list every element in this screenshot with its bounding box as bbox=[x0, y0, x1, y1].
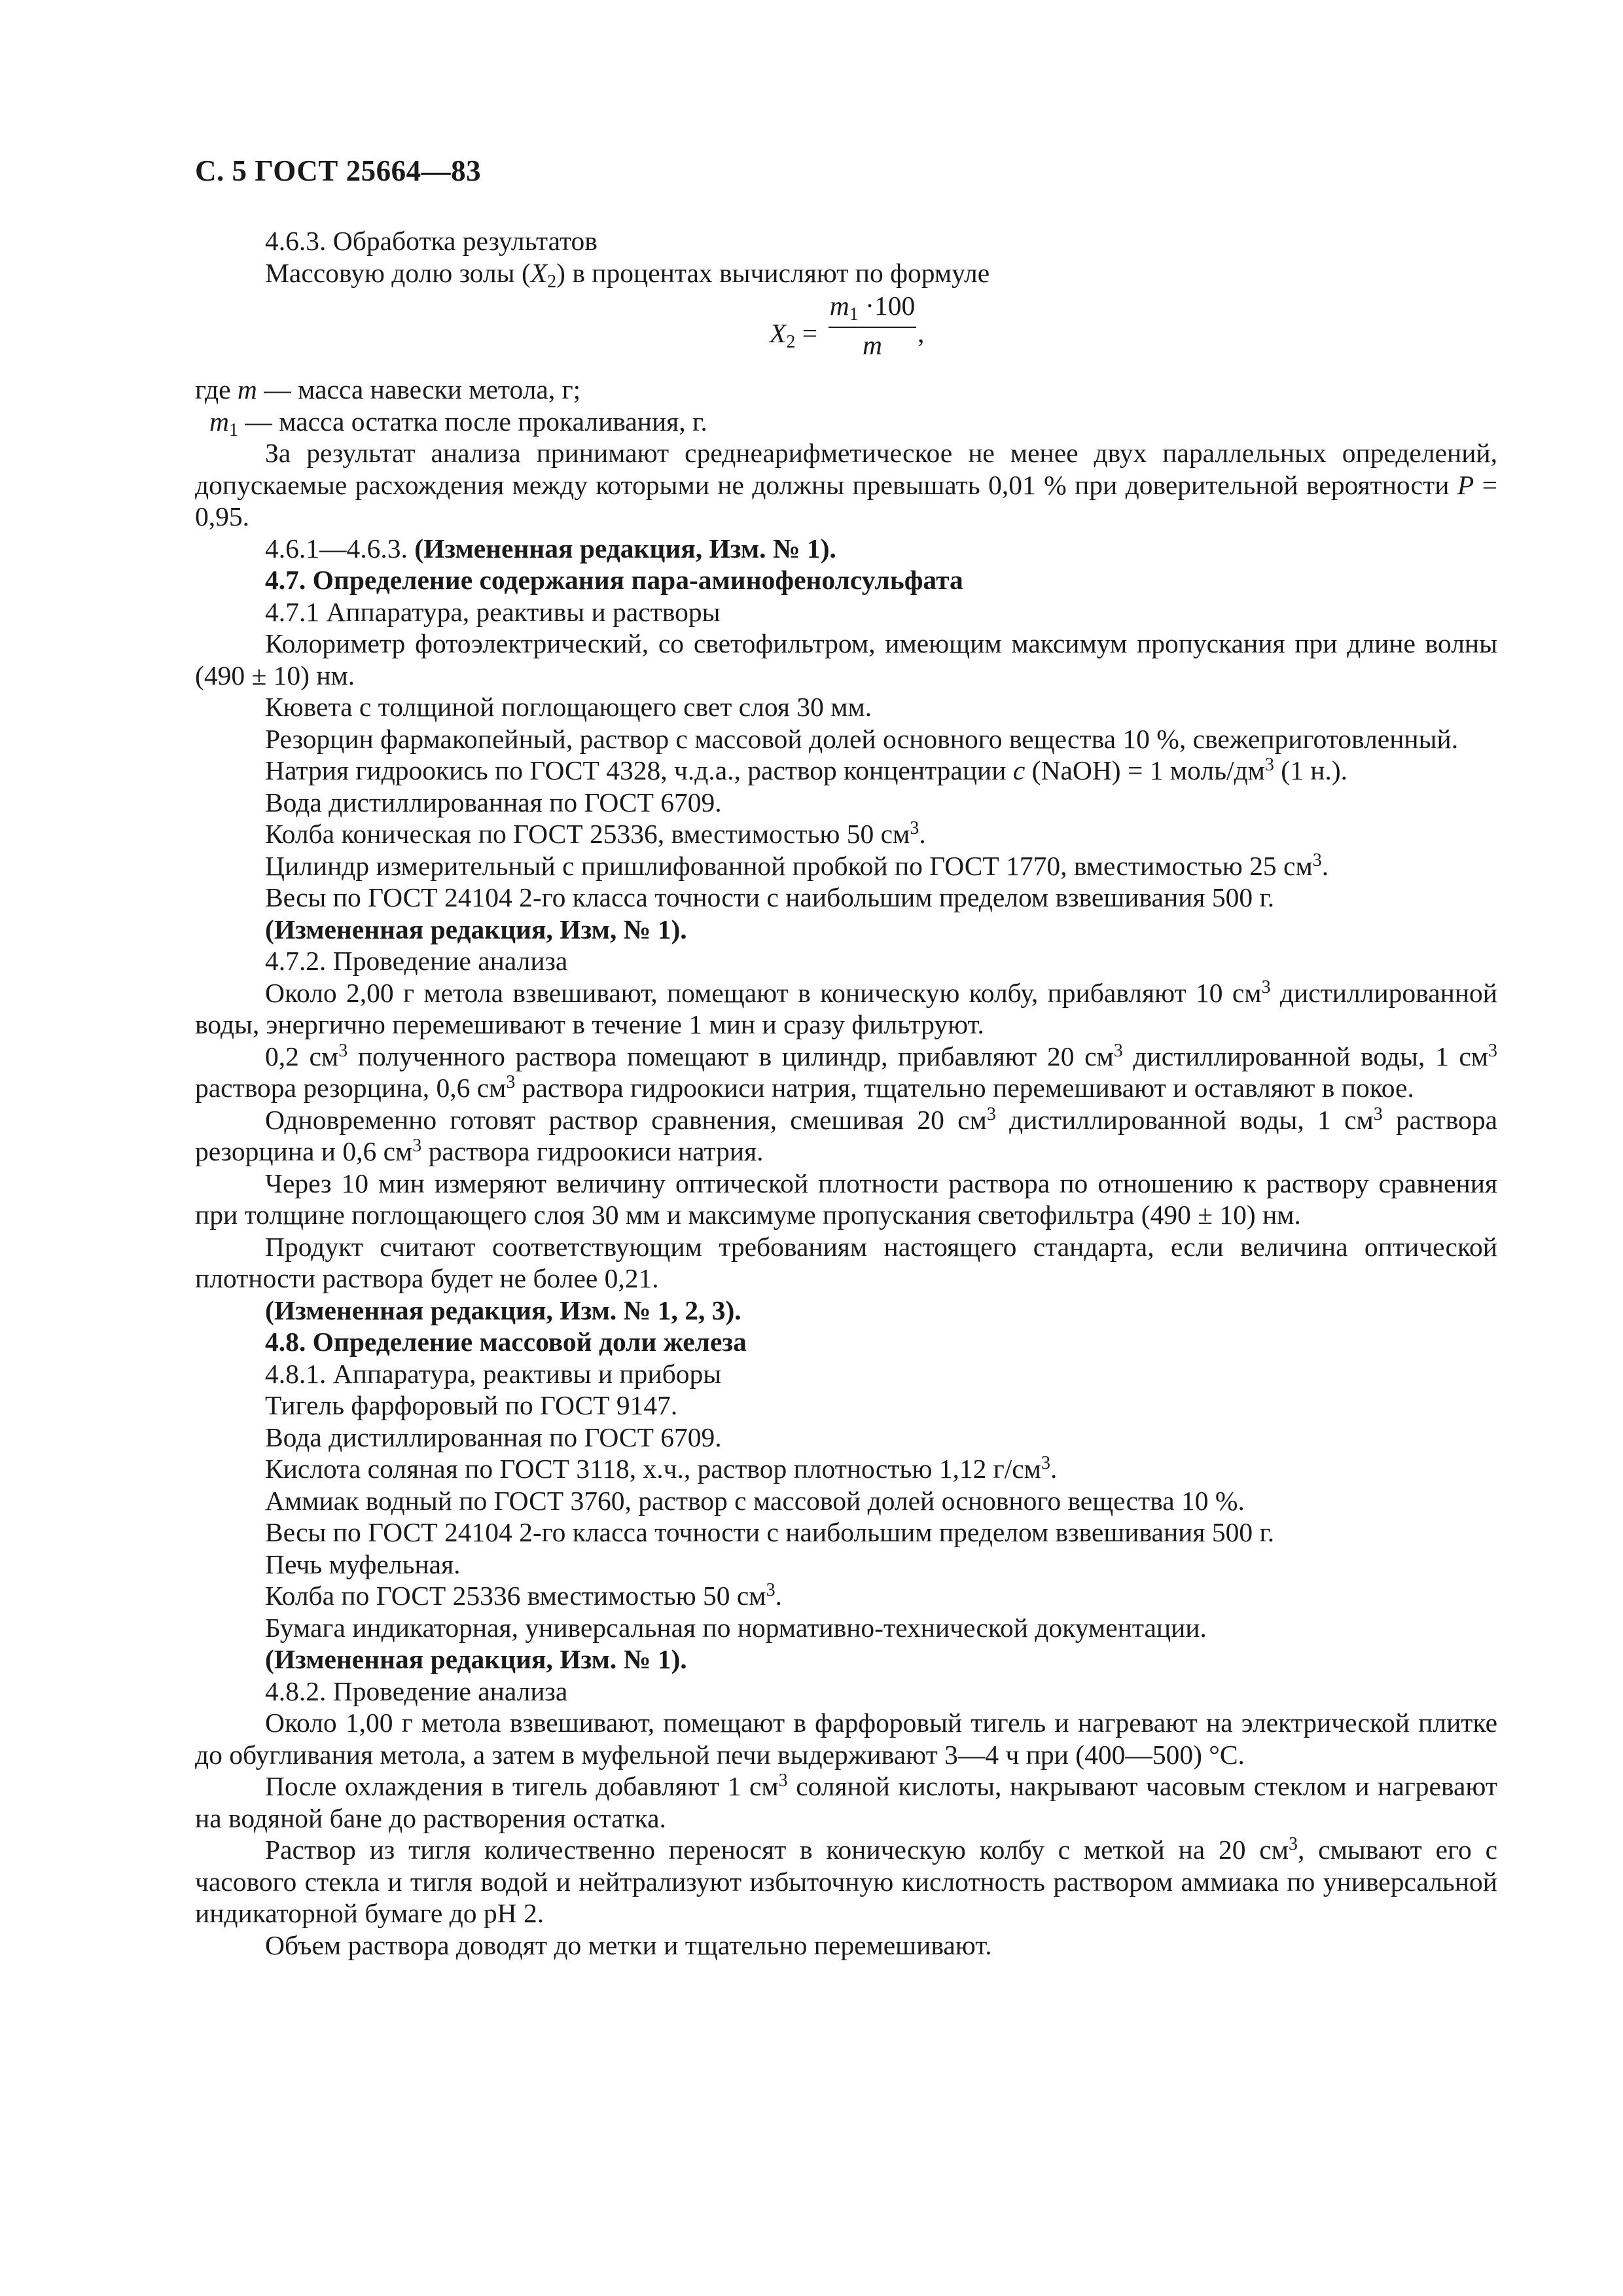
analysis-p1 bbox=[195, 977, 1497, 1041]
result-text-b: = 0,95. bbox=[195, 469, 1497, 531]
formula-comma: , bbox=[918, 318, 925, 348]
document-page bbox=[195, 154, 1497, 1961]
intro-text-b: ) в процентах вычисляют по формуле bbox=[556, 257, 990, 288]
item-ammonia: Аммиак водный по ГОСТ 3760, раствор с массовой долей основного вещества 10 %. bbox=[265, 1485, 1245, 1516]
formula-lhs-var: X bbox=[770, 318, 787, 348]
hcl-end: . bbox=[1050, 1454, 1058, 1484]
analysis-p2-b: полученного раствора помещают в цилиндр, прибавляют 20 см bbox=[348, 1041, 1114, 1071]
analysis-p1-b: дистиллированной воды, энергично перемешивают в течение 1 мин и сразу фильтруют. bbox=[195, 977, 1497, 1039]
cylinder-sup: 3 bbox=[1312, 850, 1322, 870]
naoh-text-b: (NaOH) = 1 моль/дм bbox=[1025, 755, 1265, 785]
naoh-var: c bbox=[1012, 755, 1026, 785]
flask-2-sup: 3 bbox=[766, 1580, 776, 1600]
where-m-var: m bbox=[237, 374, 257, 404]
formula-lhs-sub: 2 bbox=[786, 332, 796, 352]
item-hcl bbox=[195, 1453, 1497, 1485]
flask-2-text: Колба по ГОСТ 25336 вместимостью 50 см bbox=[265, 1581, 766, 1611]
analysis-p2-d: раствора резорцина, 0,6 см bbox=[195, 1073, 507, 1103]
intro-var: X bbox=[530, 257, 548, 288]
where-m1 bbox=[195, 406, 1497, 438]
analysis-p1-sup: 3 bbox=[1261, 977, 1271, 997]
iron-p2-sup: 3 bbox=[778, 1770, 788, 1791]
section-4-8-2-title: 4.8.2. Проведение анализа bbox=[265, 1676, 568, 1706]
analysis-p2-sup3: 3 bbox=[1488, 1040, 1498, 1061]
item-water-1: Вода дистиллированная по ГОСТ 6709. bbox=[265, 787, 722, 817]
iron-p3-a: Раствор из тигля количественно переносят в коническую колбу с меткой на 20 см bbox=[265, 1835, 1289, 1865]
amendment-4-6-range: 4.6.1—4.6.3. bbox=[265, 533, 415, 564]
item-water-2: Вода дистиллированная по ГОСТ 6709. bbox=[265, 1422, 722, 1452]
analysis-p2-sup2: 3 bbox=[1113, 1040, 1123, 1061]
amendment-4-6-note: (Измененная редакция, Изм. № 1). bbox=[414, 533, 836, 564]
iron-p1: Около 1,00 г метола взвешивают, помещают в фарфоровый тигель и нагревают на электрической плитке до обугливания метола, а затем в муфельной печи выдерживают 3—4 ч при (400—500) °С. bbox=[195, 1708, 1497, 1770]
analysis-p3 bbox=[195, 1104, 1497, 1168]
intro-text-a: Массовую долю золы ( bbox=[265, 257, 531, 288]
flask-1-text: Колба коническая по ГОСТ 25336, вместимостью 50 см bbox=[265, 819, 910, 849]
intro-sub: 2 bbox=[547, 271, 557, 292]
analysis-p3-b: дистиллированной воды, 1 см bbox=[995, 1104, 1374, 1135]
analysis-p2-a: 0,2 см bbox=[265, 1041, 339, 1071]
section-4-7-1-title: 4.7.1 Аппаратура, реактивы и растворы bbox=[265, 596, 721, 627]
page-header: С. 5 ГОСТ 25664—83 bbox=[195, 154, 482, 187]
iron-p3 bbox=[195, 1834, 1497, 1929]
flask-2-end: . bbox=[775, 1581, 782, 1611]
analysis-p1-a: Около 2,00 г метола взвешивают, помещают в коническую колбу, прибавляют 10 см bbox=[265, 977, 1262, 1008]
iron-p2 bbox=[195, 1770, 1497, 1834]
analysis-p4: Через 10 мин измеряют величину оптической плотности раствора по отношению к раствору сравнения при толщине поглощающего слоя 30 мм и максимуме пропускания светофильтра (490 ± 10) нм. bbox=[195, 1168, 1497, 1230]
analysis-p2-sup1: 3 bbox=[338, 1040, 348, 1061]
naoh-text-c: (1 н.). bbox=[1274, 755, 1348, 785]
item-naoh bbox=[195, 755, 1497, 787]
formula-intro bbox=[195, 257, 1497, 292]
section-4-7-title: 4.7. Определение содержания пара-аминофенолсульфата bbox=[265, 565, 963, 595]
where-m1-text: — масса остатка после прокаливания, г. bbox=[238, 406, 707, 437]
analysis-p3-sup1: 3 bbox=[986, 1103, 996, 1124]
formula-num-sub: 1 bbox=[849, 304, 859, 325]
cylinder-end: . bbox=[1321, 850, 1329, 881]
result-paragraph bbox=[195, 437, 1497, 533]
amendment-4-8-1: (Измененная редакция, Изм. № 1). bbox=[265, 1644, 687, 1674]
where-m1-sub: 1 bbox=[228, 420, 238, 440]
cylinder-text: Цилиндр измерительный с пришлифованной пробкой по ГОСТ 1770, вместимостью 25 см bbox=[265, 850, 1313, 881]
section-4-7-2-title: 4.7.2. Проведение анализа bbox=[265, 946, 568, 976]
naoh-text-a: Натрия гидроокись по ГОСТ 4328, ч.д.а., раствор концентрации bbox=[265, 755, 1013, 785]
formula-num-var: m bbox=[829, 291, 849, 321]
ash-formula bbox=[195, 290, 1497, 367]
iron-p2-b: соляной кислоты, накрывают часовым стеклом и нагревают на водяной бане до растворения остатка. bbox=[195, 1771, 1497, 1833]
where-pre: где bbox=[195, 374, 238, 404]
analysis-p2-sup4: 3 bbox=[506, 1072, 516, 1092]
item-resorcinol: Резорцин фармакопейный, раствор с массовой долей основного вещества 10 %, свежеприготовленный. bbox=[265, 723, 1459, 754]
where-m bbox=[195, 374, 1497, 406]
analysis-p2-e: раствора гидроокиси натрия, тщательно перемешивают и оставляют в покое. bbox=[515, 1073, 1414, 1103]
where-m1-var: m bbox=[209, 406, 229, 437]
amendment-4-7-2: (Измененная редакция, Изм. № 1, 2, 3). bbox=[265, 1295, 741, 1325]
formula-denominator: m bbox=[863, 330, 882, 360]
formula-numerator bbox=[829, 290, 916, 323]
section-4-8-1-title: 4.8.1. Аппаратура, реактивы и приборы bbox=[265, 1358, 722, 1389]
formula-num-rest: ·100 bbox=[858, 291, 916, 321]
naoh-sup: 3 bbox=[1264, 755, 1274, 775]
flask-1-sup: 3 bbox=[910, 818, 919, 838]
analysis-p3-sup3: 3 bbox=[412, 1136, 422, 1156]
item-colorimeter: Колориметр фотоэлектрический, со светофильтром, имеющим максимум пропускания при длине волны (490 ± 10) нм. bbox=[195, 628, 1497, 691]
where-m-text: — масса навески метола, г; bbox=[257, 374, 581, 404]
item-cuvette: Кювета с толщиной поглощающего свет слоя 30 мм. bbox=[265, 692, 872, 722]
flask-1-end: . bbox=[919, 819, 926, 849]
analysis-p2 bbox=[195, 1041, 1497, 1104]
analysis-p5: Продукт считают соответствующим требованиям настоящего стандарта, если величина оптической плотности раствора будет не более 0,21. bbox=[195, 1231, 1497, 1293]
iron-p4: Объем раствора доводят до метки и тщательно перемешивают. bbox=[265, 1929, 992, 1960]
item-flask-2 bbox=[195, 1580, 1497, 1612]
hcl-sup: 3 bbox=[1041, 1453, 1050, 1473]
section-4-8-title: 4.8. Определение массовой доли железа bbox=[265, 1327, 747, 1357]
formula-fraction bbox=[829, 290, 916, 361]
iron-p3-b: , смывают его с часового стекла и тигля водой и нейтрализуют избыточную кислотность раствором аммиака по универсальной индикаторной бумаге до рН 2. bbox=[195, 1835, 1497, 1928]
fraction-bar bbox=[829, 327, 916, 328]
formula-lhs bbox=[770, 317, 817, 350]
analysis-p2-c: дистиллированной воды, 1 см bbox=[1122, 1041, 1489, 1071]
analysis-p3-a: Одновременно готовят раствор сравнения, смешивая 20 см bbox=[265, 1104, 987, 1135]
item-indicator-paper: Бумага индикаторная, универсальная по нормативно-технической документации. bbox=[265, 1612, 1207, 1643]
item-crucible: Тигель фарфоровый по ГОСТ 9147. bbox=[265, 1390, 678, 1420]
section-4-6-3-title: 4.6.3. Обработка результатов bbox=[265, 226, 597, 256]
hcl-text: Кислота соляная по ГОСТ 3118, х.ч., раствор плотностью 1,12 г/см bbox=[265, 1454, 1041, 1484]
item-scales-1: Весы по ГОСТ 24104 2-го класса точности с наибольшим пределом взвешивания 500 г. bbox=[265, 882, 1275, 912]
analysis-p3-c: раствора резорцина и 0,6 см bbox=[195, 1104, 1497, 1166]
amendment-4-7-1: (Измененная редакция, Изм, № 1). bbox=[265, 914, 687, 944]
result-text-a: За результат анализа принимают среднеарифметическое не менее двух параллельных определений, допускаемые расхождения между которыми не должны превышать 0,01 % при доверительной вероятности bbox=[195, 438, 1497, 500]
analysis-p3-sup2: 3 bbox=[1373, 1103, 1383, 1124]
item-scales-2: Весы по ГОСТ 24104 2-го класса точности с наибольшим пределом взвешивания 500 г. bbox=[265, 1517, 1275, 1547]
item-flask-1 bbox=[195, 818, 1497, 850]
amendment-4-6 bbox=[195, 533, 1497, 565]
iron-p2-a: После охлаждения в тигель добавляют 1 см bbox=[265, 1771, 779, 1801]
item-cylinder bbox=[195, 850, 1497, 882]
item-furnace: Печь муфельная. bbox=[265, 1549, 461, 1579]
iron-p3-sup: 3 bbox=[1288, 1834, 1298, 1854]
analysis-p3-d: раствора гидроокиси натрия. bbox=[421, 1136, 764, 1166]
result-var: P bbox=[1457, 469, 1474, 500]
formula-eq: = bbox=[802, 318, 818, 348]
